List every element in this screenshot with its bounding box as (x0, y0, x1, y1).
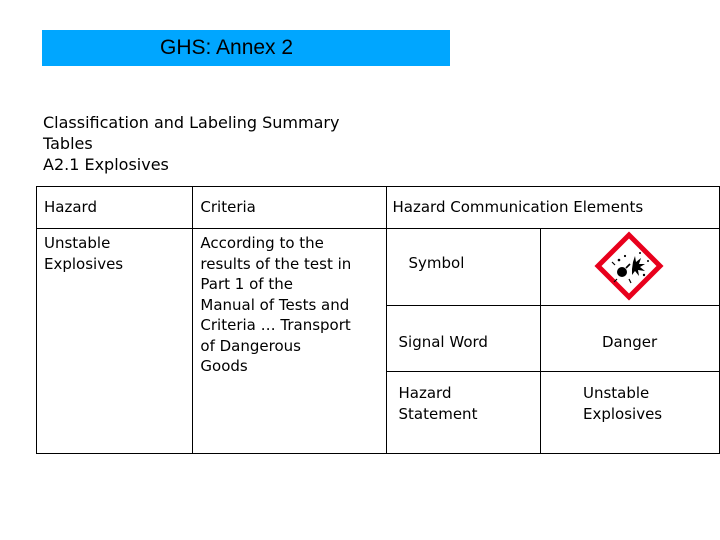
hazard-statement-value-1: Unstable (582, 384, 650, 402)
hazard-statement-value-cell (540, 372, 719, 454)
criteria-cell (193, 229, 386, 454)
hazard-statement-value-2: Explosives (582, 404, 663, 423)
signal-word-label-cell (386, 306, 540, 372)
criteria-line-3: Part 1 of the (200, 275, 293, 293)
heading-line-1: Classification and Labeling Summary (43, 113, 340, 132)
hazard-line-2: Explosives (44, 254, 124, 273)
header-criteria (193, 187, 386, 229)
title-banner (42, 30, 450, 66)
heading-line-2: Tables (43, 134, 93, 153)
criteria-line-2: results of the test in (200, 254, 352, 273)
hazard-cell (37, 229, 193, 454)
header-criteria-text: Criteria (200, 198, 256, 216)
banner-title: GHS: Annex 2 (160, 36, 294, 59)
signal-word-label: Signal Word (398, 333, 488, 351)
heading-line-3: A2.1 Explosives (43, 155, 169, 174)
section-heading (43, 112, 339, 175)
exploding-bomb-icon (541, 229, 719, 305)
criteria-line-5: Criteria … Transport (200, 316, 351, 334)
header-hazard-text: Hazard (44, 198, 97, 216)
hazard-statement-label-cell (386, 372, 540, 454)
signal-word-value: Danger (601, 333, 658, 351)
header-elements (386, 187, 719, 229)
symbol-label-cell (386, 229, 540, 306)
criteria-line-7: Goods (200, 357, 248, 375)
hazard-statement-label-1: Hazard (398, 384, 452, 402)
hazard-line-1: Unstable (44, 234, 111, 252)
hazard-statement-label-2: Statement (398, 404, 478, 423)
criteria-line-4: Manual of Tests and (200, 295, 350, 314)
criteria-line-6: of Dangerous (200, 336, 301, 355)
symbol-label: Symbol (408, 254, 465, 272)
signal-word-value-cell (540, 306, 719, 372)
criteria-line-1: According to the (200, 234, 324, 252)
header-hazard (37, 187, 193, 229)
symbol-cell (540, 229, 719, 306)
summary-table (36, 186, 720, 454)
header-elements-text: Hazard Communication Elements (392, 198, 644, 216)
